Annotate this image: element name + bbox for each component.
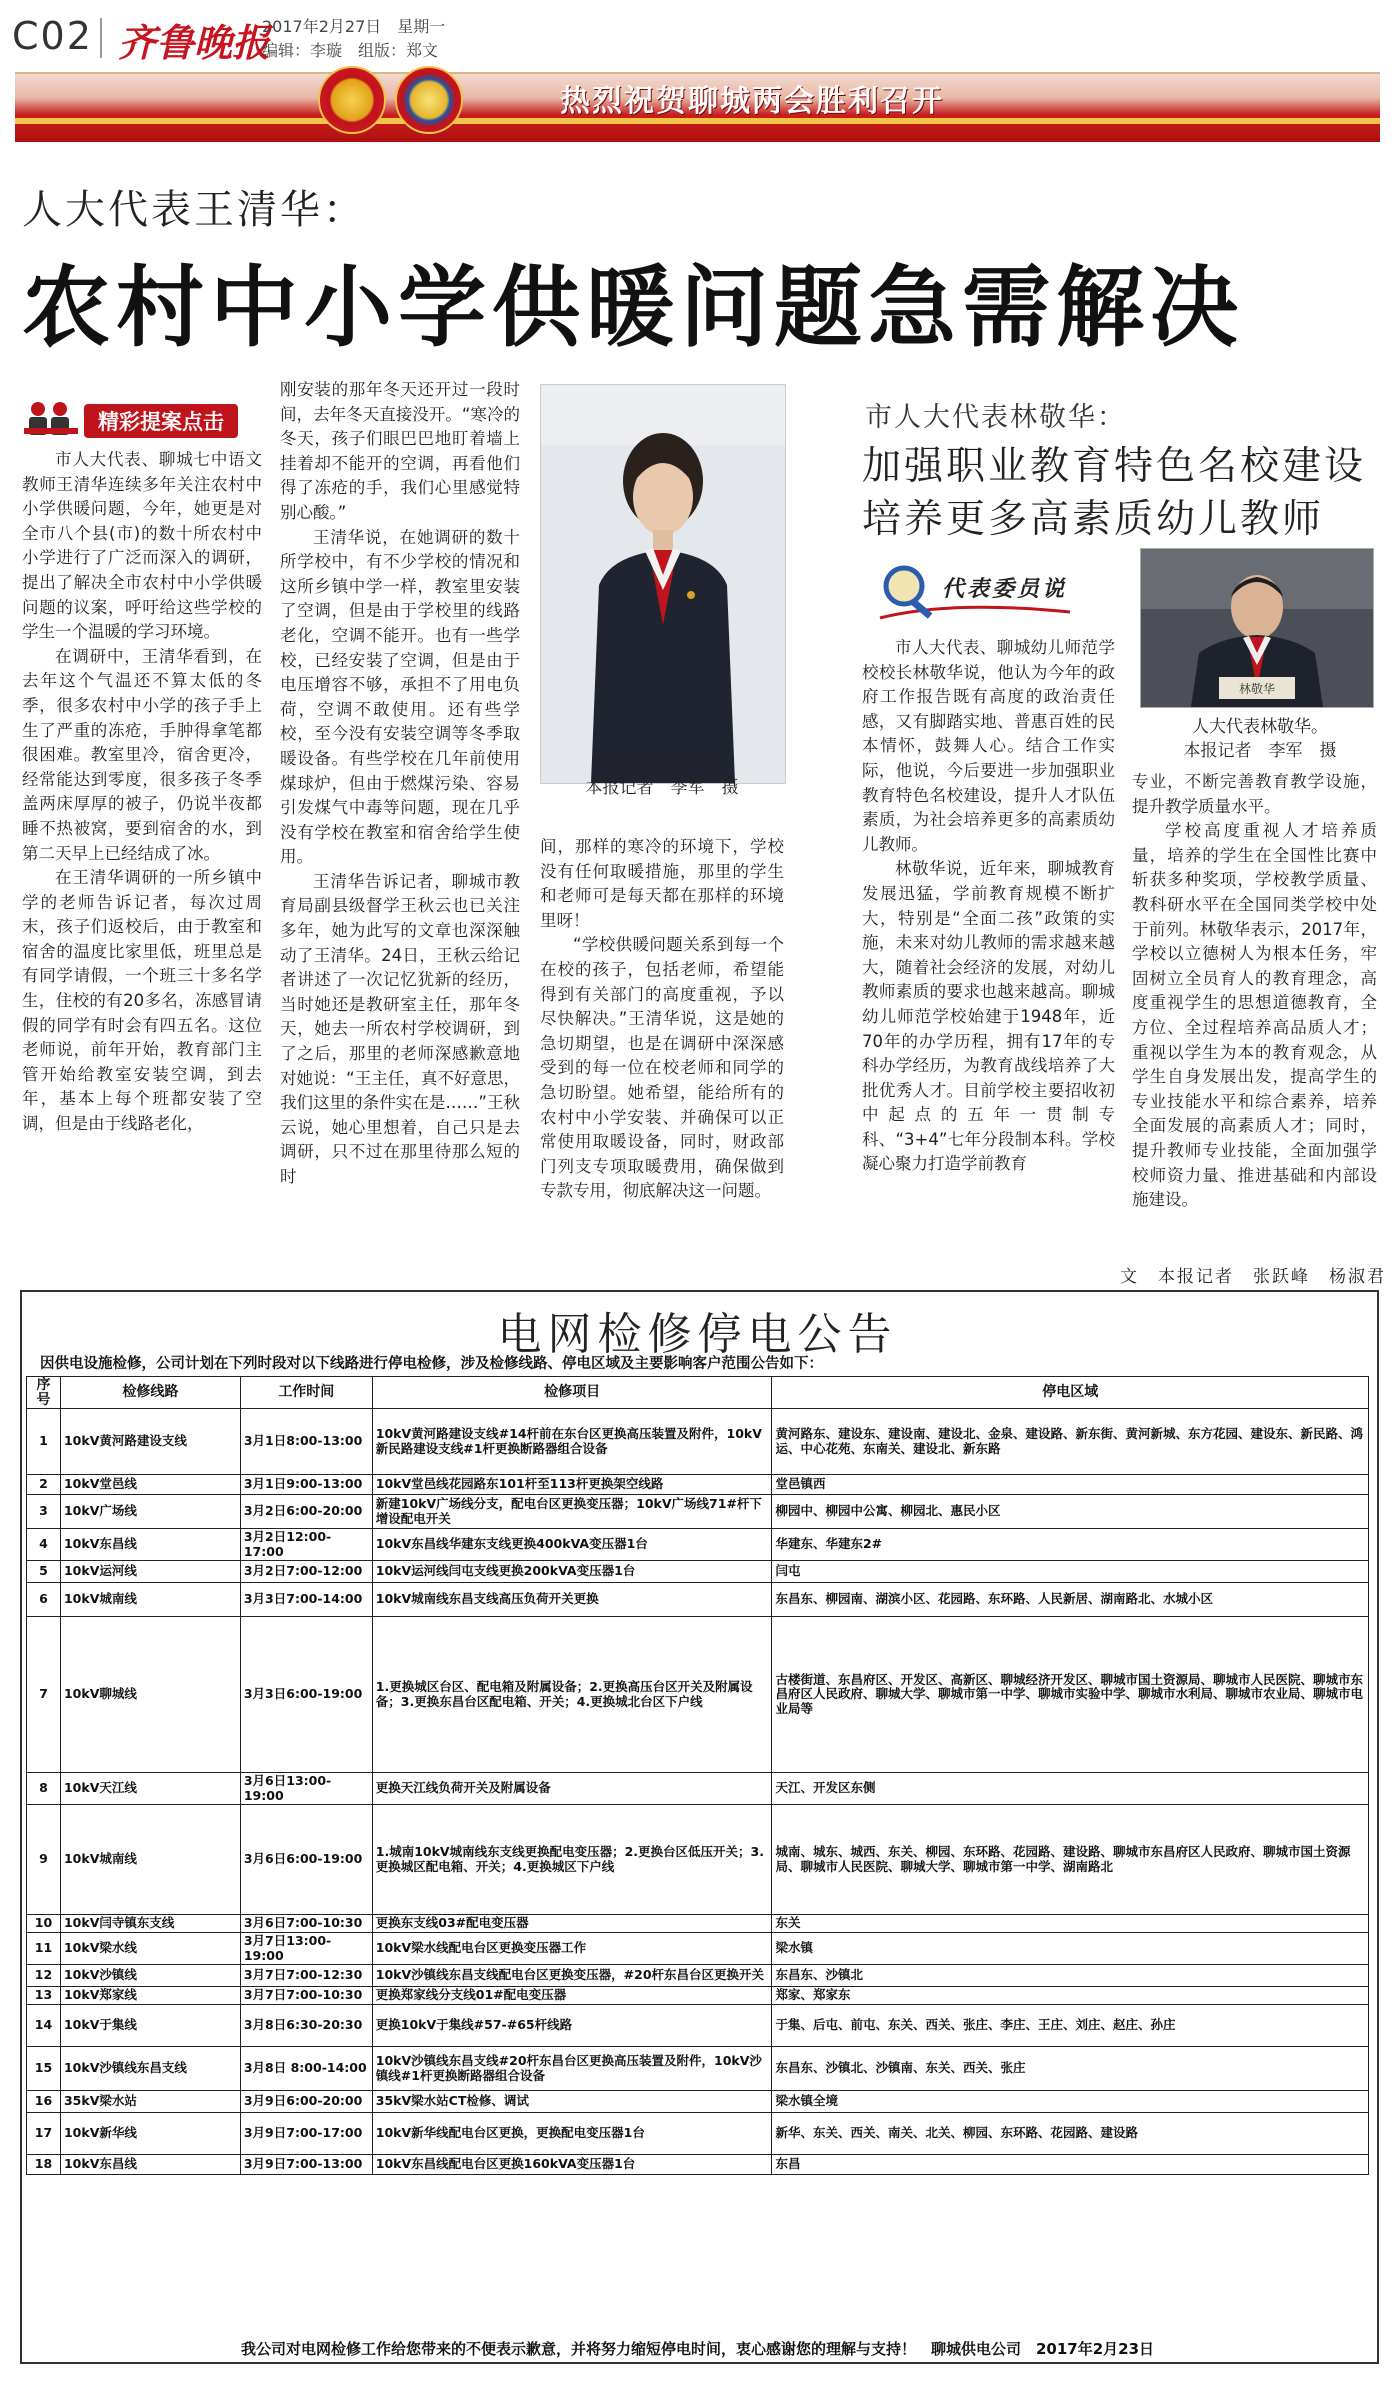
paragraph: 在王清华调研的一所乡镇中学的老师告诉记者，每次过周末，孩子们返校后，由于教室和宿舍的温度比家里低，班里总是有同学请假，一个班三十多名学生，住校的有20多名，冻感冒请假的同学有时会有四五名。这位老师说，前年开始，教育部门主管开始给教室安装空调，到去年，基本上每个班都安装了空调，但是由于线路老化，: [22, 868, 262, 1134]
table-cell-line: 10kV东昌线: [60, 1529, 240, 1561]
table-cell-time: 3月8日 8:00-14:00: [240, 2047, 372, 2091]
table-cell-item: 10kV东昌线华建东支线更换400kVA变压器1台: [372, 1529, 772, 1561]
table-cell-time: 3月1日8:00-13:00: [240, 1409, 372, 1475]
table-cell-area: 梁水镇全境: [772, 2091, 1369, 2113]
table-row: [27, 1965, 1369, 1987]
table-cell-item: 10kV城南线东昌支线高压负荷开关更换: [372, 1583, 772, 1617]
table-cell-no: 6: [27, 1583, 61, 1617]
masthead-divider: [100, 18, 102, 58]
table-cell-no: 8: [27, 1773, 61, 1805]
caption-line: 本报记者 李军 摄: [585, 778, 739, 798]
table-row: [27, 1495, 1369, 1529]
article-column-a: [22, 448, 262, 1137]
editor-line: 编辑：李璇 组版：郑文: [262, 41, 439, 60]
outage-table-body: [27, 1409, 1369, 2175]
table-row: [27, 1805, 1369, 1915]
table-cell-time: 3月6日13:00-19:00: [240, 1773, 372, 1805]
table-cell-line: 10kV城南线: [60, 1805, 240, 1915]
table-cell-line: 10kV新华线: [60, 2113, 240, 2155]
table-cell-area: 新华、东关、西关、南关、北关、柳园、东环路、花园路、建设路: [772, 2113, 1369, 2155]
table-cell-area: 郑家、郑家东: [772, 1987, 1369, 2005]
representatives-say-tag: [870, 560, 1100, 626]
table-cell-time: 3月2日6:00-20:00: [240, 1495, 372, 1529]
table-cell-area: 闫屯: [772, 1561, 1369, 1583]
portrait-photo-lin: [1140, 548, 1374, 708]
side-article-column-e: [1132, 770, 1377, 1213]
table-cell-time: 3月7日7:00-12:30: [240, 1965, 372, 1987]
table-row: [27, 2155, 1369, 2175]
side-article-column-d: [862, 636, 1115, 1177]
table-cell-no: 1: [27, 1409, 61, 1475]
table-cell-time: 3月6日6:00-19:00: [240, 1805, 372, 1915]
caption-line: 人大代表林敬华。: [1192, 717, 1328, 737]
paragraph: 在调研中，王清华看到，在去年这个气温还不算太低的冬季，很多农村中小学的孩子手上生了严重的冻疮，手肿得拿笔都很困难。教室里冷，宿舍更冷，经常能达到零度，很多孩子冬季盖两床厚厚的被子，仍说半夜都睡不热被窝，要到宿舍的水，到第二天早上已经结成了冰。: [22, 646, 262, 863]
outage-table: [26, 1376, 1369, 2175]
notice-intro: 因供电设施检修，公司计划在下列时段对以下线路进行停电检修，涉及检修线路、停电区域及主要影响客户范围公告如下：: [40, 1356, 823, 1372]
paragraph: 林敬华说，近年来，聊城教育发展迅猛，学前教育规模不断扩大，特别是“全面二孩”政策的实施，未来对幼儿教师的需求越来越大，随着社会经济的发展，对幼儿教师素质的要求也越来越高。聊城幼儿师范学校始建于1948年，近70年的办学历程，拥有17年的专科办学经历，为教育战线培养了大批优秀人才。目前学校主要招收初中起点的五年一贯制专科、“3+4”七年分段制本科。学校凝心聚力打造学前教育: [862, 859, 1115, 1174]
table-cell-no: 17: [27, 2113, 61, 2155]
article-column-b: [280, 378, 520, 1190]
table-row: [27, 1933, 1369, 1965]
nameplate-text: 林敬华: [1238, 682, 1276, 696]
table-row: [27, 1617, 1369, 1773]
side-article-byline: 文 本报记者 张跃峰 杨淑君: [1120, 1267, 1386, 1287]
table-row: [27, 1583, 1369, 1617]
photo-caption-wang: [540, 752, 784, 800]
paragraph: 市人大代表、聊城幼儿师范学校校长林敬华说，他认为今年的政府工作报告既有高度的政治责任感，又有脚踏实地、普惠百姓的民本情怀，鼓舞人心。结合工作实际，他说，今后要进一步加强职业教育特色名校建设，提升人才队伍素质，为社会培养更多的高素质幼儿教师。: [862, 638, 1115, 854]
page-code: C02: [12, 14, 93, 58]
table-cell-area: 华建东、华建东2#: [772, 1529, 1369, 1561]
photo-caption-lin: [1140, 715, 1380, 763]
table-cell-no: 11: [27, 1933, 61, 1965]
table-cell-time: 3月2日12:00-17:00: [240, 1529, 372, 1561]
table-cell-no: 7: [27, 1617, 61, 1773]
table-row: [27, 1409, 1369, 1475]
table-cell-line: 10kV运河线: [60, 1561, 240, 1583]
table-cell-area: 东昌东、柳园南、湖滨小区、花园路、东环路、人民新居、湖南路北、水城小区: [772, 1583, 1369, 1617]
table-cell-line: 10kV沙镇线东昌支线: [60, 2047, 240, 2091]
table-cell-no: 14: [27, 2005, 61, 2047]
side-article-kicker: 市人大代表林敬华：: [865, 402, 1126, 433]
table-cell-item: 10kV沙镇线东昌支线配电台区更换变压器，#20杆东昌台区更换开关: [372, 1965, 772, 1987]
portrait-illustration: [1141, 549, 1373, 707]
table-cell-no: 18: [27, 2155, 61, 2175]
column-header: 停电区域: [772, 1377, 1369, 1409]
column-header: 工作时间: [240, 1377, 372, 1409]
table-row: [27, 2091, 1369, 2113]
portrait-photo-wang: [540, 384, 786, 784]
table-cell-area: 于集、后屯、前屯、东关、西关、张庄、李庄、王庄、刘庄、赵庄、孙庄: [772, 2005, 1369, 2047]
column-header: 检修项目: [372, 1377, 772, 1409]
column-header: 检修线路: [60, 1377, 240, 1409]
table-cell-no: 2: [27, 1475, 61, 1495]
table-cell-item: 更换10kV于集线#57-#65杆线路: [372, 2005, 772, 2047]
table-row: [27, 1475, 1369, 1495]
table-cell-line: 10kV沙镇线: [60, 1965, 240, 1987]
representatives-say-label: 代表委员说: [942, 577, 1068, 602]
table-header-row: [27, 1377, 1369, 1409]
table-cell-line: 10kV于集线: [60, 2005, 240, 2047]
table-cell-area: 城南、城东、城西、东关、柳园、东环路、花园路、建设路、聊城市东昌府区人民政府、聊城市国土资源局、聊城市人民医院、聊城大学、聊城市第一中学、湖南路北: [772, 1805, 1369, 1915]
table-cell-item: 35kV梁水站CT检修、调试: [372, 2091, 772, 2113]
paragraph: 间，那样的寒冷的环境下，学校没有任何取暖措施，那里的学生和老师可是每天都在那样的环境里呀！: [540, 837, 784, 930]
table-cell-no: 5: [27, 1561, 61, 1583]
proposal-tag: [22, 398, 267, 438]
proposal-tag-label: 精彩提案点击: [84, 404, 238, 438]
table-cell-area: 梁水镇: [772, 1933, 1369, 1965]
table-cell-item: 10kV新华线配电台区更换，更换配电变压器1台: [372, 2113, 772, 2155]
table-cell-no: 12: [27, 1965, 61, 1987]
paragraph: 王清华告诉记者，聊城市教育局副县级督学王秋云也已关注多年，她为此写的文章也深深触动了王清华。24日，王秋云给记者讲述了一次记忆犹新的经历，当时她还是教研室主任，那年冬天，她去一所农村学校调研，到了之后，那里的老师深感歉意地对她说：“王主任，真不好意思，我们这里的条件实在是……”王秋云说，她心里想着，自己只是去调研，只不过在那里待那么短的时: [280, 871, 520, 1186]
table-cell-area: 堂邑镇西: [772, 1475, 1369, 1495]
table-cell-item: 更换郑家线分支线01#配电变压器: [372, 1987, 772, 2005]
table-cell-item: 10kV沙镇线东昌支线#20杆东昌台区更换高压装置及附件，10kV沙镇线#1杆更换断路器组合设备: [372, 2047, 772, 2091]
table-cell-area: 东昌东、沙镇北: [772, 1965, 1369, 1987]
table-cell-time: 3月9日7:00-17:00: [240, 2113, 372, 2155]
table-cell-area: 东昌: [772, 2155, 1369, 2175]
table-cell-item: 10kV堂邑线花园路东101杆至113杆更换架空线路: [372, 1475, 772, 1495]
table-row: [27, 2047, 1369, 2091]
article-column-c: [540, 835, 784, 1204]
table-cell-line: 10kV城南线: [60, 1583, 240, 1617]
table-cell-area: 东关: [772, 1915, 1369, 1933]
table-cell-line: 10kV聊城线: [60, 1617, 240, 1773]
paragraph: 专业，不断完善教育教学设施，提升教学质量水平。: [1132, 772, 1377, 816]
table-row: [27, 1987, 1369, 2005]
notice-title: 电网检修停电公告: [497, 1309, 898, 1360]
table-cell-line: 10kV郑家线: [60, 1987, 240, 2005]
table-cell-area: 黄河路东、建设东、建设南、建设北、金泉、建设路、新东街、黄河新城、东方花园、建设东、新民路、鸿运、中心花苑、东南关、建设北、新东路: [772, 1409, 1369, 1475]
table-cell-time: 3月7日13:00-19:00: [240, 1933, 372, 1965]
table-cell-no: 3: [27, 1495, 61, 1529]
national-emblem-icon: [318, 66, 386, 134]
table-cell-line: 10kV堂邑线: [60, 1475, 240, 1495]
paper-logo: 齐鲁晚报: [118, 20, 271, 65]
table-cell-line: 10kV天江线: [60, 1773, 240, 1805]
table-cell-area: 东昌东、沙镇北、沙镇南、东关、西关、张庄: [772, 2047, 1369, 2091]
cppcc-emblem-icon: [395, 66, 463, 134]
article-kicker: 人大代表王清华：: [22, 187, 366, 233]
notice-footer: 我公司对电网检修工作给您带来的不便表示歉意，并将努力缩短停电时间，衷心感谢您的理解与支持！ 聊城供电公司 2017年2月23日: [240, 2340, 1155, 2358]
table-cell-no: 9: [27, 1805, 61, 1915]
table-cell-item: 1.更换城区台区、配电箱及附属设备；2.更换高压台区开关及附属设备；3.更换东昌台区配电箱、开关；4.更换城北台区下户线: [372, 1617, 772, 1773]
table-cell-area: 天江、开发区东侧: [772, 1773, 1369, 1805]
table-row: [27, 1529, 1369, 1561]
caption-line: 人大代表王清华。: [594, 754, 730, 774]
side-article-headline-2: 培养更多高素质幼儿教师: [862, 497, 1325, 542]
table-cell-time: 3月9日7:00-13:00: [240, 2155, 372, 2175]
table-cell-line: 10kV广场线: [60, 1495, 240, 1529]
paragraph: 刚安装的那年冬天还开过一段时间，去年冬天直接没开。“寒冷的冬天，孩子们眼巴巴地盯着墙上挂着却不能开的空调，再看他们得了冻疮的手，我们心里感觉特别心酸。”: [280, 380, 520, 522]
side-article-headline-1: 加强职业教育特色名校建设: [862, 444, 1367, 489]
paragraph: 学校高度重视人才培养质量，培养的学生在全国性比赛中斩获多种奖项，学校教学质量、教科研水平在全国同类学校中处于前列。林敬华表示，2017年，学校以立德树人为根本任务，牢固树立全员育人的教育理念，高度重视学生的思想道德教育，全方位、全过程培养高品质人才；重视以学生为本的教育观念，从学生自身发展出发，提高学生的专业技能水平和综合素养，培养全面发展的高素质人才；同时，提升教师专业技能，全面加强学校师资力量、推进基础和内部设施建设。: [1132, 821, 1377, 1210]
table-row: [27, 2113, 1369, 2155]
table-cell-line: 10kV梁水线: [60, 1933, 240, 1965]
table-cell-item: 10kV东昌线配电台区更换160kVA变压器1台: [372, 2155, 772, 2175]
column-header: 序号: [27, 1377, 61, 1409]
table-cell-item: 1.城南10kV城南线东支线更换配电变压器；2.更换台区低压开关；3.更换城区配电箱、开关；4.更换城区下户线: [372, 1805, 772, 1915]
table-cell-time: 3月2日7:00-12:00: [240, 1561, 372, 1583]
table-cell-item: 10kV运河线闫屯支线更换200kVA变压器1台: [372, 1561, 772, 1583]
table-cell-line: 35kV梁水站: [60, 2091, 240, 2113]
table-cell-no: 13: [27, 1987, 61, 2005]
table-cell-time: 3月9日6:00-20:00: [240, 2091, 372, 2113]
table-cell-time: 3月7日7:00-10:30: [240, 1987, 372, 2005]
article-headline: 农村中小学供暖问题急需解决: [22, 256, 1245, 359]
table-cell-time: 3月3日6:00-19:00: [240, 1617, 372, 1773]
table-cell-no: 4: [27, 1529, 61, 1561]
table-cell-item: 更换东支线03#配电变压器: [372, 1915, 772, 1933]
table-cell-item: 新建10kV广场线分支，配电台区更换变压器；10kV广场线71#杆下增设配电开关: [372, 1495, 772, 1529]
table-cell-line: 10kV闫寺镇东支线: [60, 1915, 240, 1933]
table-cell-time: 3月6日7:00-10:30: [240, 1915, 372, 1933]
table-cell-time: 3月3日7:00-14:00: [240, 1583, 372, 1617]
table-cell-no: 10: [27, 1915, 61, 1933]
portrait-illustration: [541, 385, 785, 783]
table-cell-area: 柳园中、柳园中公寓、柳园北、惠民小区: [772, 1495, 1369, 1529]
table-row: [27, 1773, 1369, 1805]
table-cell-line: 10kV东昌线: [60, 2155, 240, 2175]
banner-text: 热烈祝贺聊城两会胜利召开: [560, 84, 944, 119]
table-cell-time: 3月1日9:00-13:00: [240, 1475, 372, 1495]
paragraph: “学校供暖问题关系到每一个在校的孩子，包括老师，希望能得到有关部门的高度重视，予以尽快解决。”王清华说，这是她的急切期望，也是在调研中深深感受到的每一位在校老师和同学的急切盼望。她希望，能给所有的农村中小学安装、并确保可以正常使用取暖设备，同时，财政部门列支专项取暖费用，确保做到专款专用，彻底解决这一问题。: [540, 935, 784, 1201]
table-cell-item: 10kV梁水线配电台区更换变压器工作: [372, 1933, 772, 1965]
people-icon: [22, 398, 80, 436]
paragraph: 王清华说，在她调研的数十所学校中，有不少学校的情况和这所乡镇中学一样，教室里安装了空调，但是由于学校里的线路老化，空调不能开。也有一些学校，已经安装了空调，但是由于电压增容不够，承担不了用电负荷，空调不敢使用。还有些学校，至今没有安装空调等冬季取暖设备。有些学校在几年前使用煤球炉，但由于燃煤污染、容易引发煤气中毒等问题，现在几乎没有学校在教室和宿舍给学生使用。: [280, 527, 520, 867]
table-cell-no: 16: [27, 2091, 61, 2113]
table-cell-area: 古楼街道、东昌府区、开发区、高新区、聊城经济开发区、聊城市国土资源局、聊城市人民医院、聊城市东昌府区人民政府、聊城大学、聊城市第一中学、聊城市实验中学、聊城市水利局、聊城市农业局、聊城市电业局等: [772, 1617, 1369, 1773]
table-row: [27, 1915, 1369, 1933]
table-cell-item: 更换天江线负荷开关及附属设备: [372, 1773, 772, 1805]
table-cell-no: 15: [27, 2047, 61, 2091]
table-row: [27, 1561, 1369, 1583]
table-row: [27, 2005, 1369, 2047]
table-cell-item: 10kV黄河路建设支线#14杆前在东台区更换高压装置及附件，10kV新民路建设支线#1杆更换断路器组合设备: [372, 1409, 772, 1475]
table-cell-time: 3月8日6:30-20:30: [240, 2005, 372, 2047]
paragraph: 市人大代表、聊城七中语文教师王清华连续多年关注农村中小学供暖问题，今年，她更是对全市八个县(市)的数十所农村中小学进行了广泛而深入的调研，提出了解决全市农村中小学供暖问题的议案，呼吁给这些学校的学生一个温暖的学习环境。: [22, 450, 262, 642]
date-line: 2017年2月27日 星期一: [262, 17, 446, 36]
table-cell-line: 10kV黄河路建设支线: [60, 1409, 240, 1475]
caption-line: 本报记者 李军 摄: [1183, 741, 1337, 761]
